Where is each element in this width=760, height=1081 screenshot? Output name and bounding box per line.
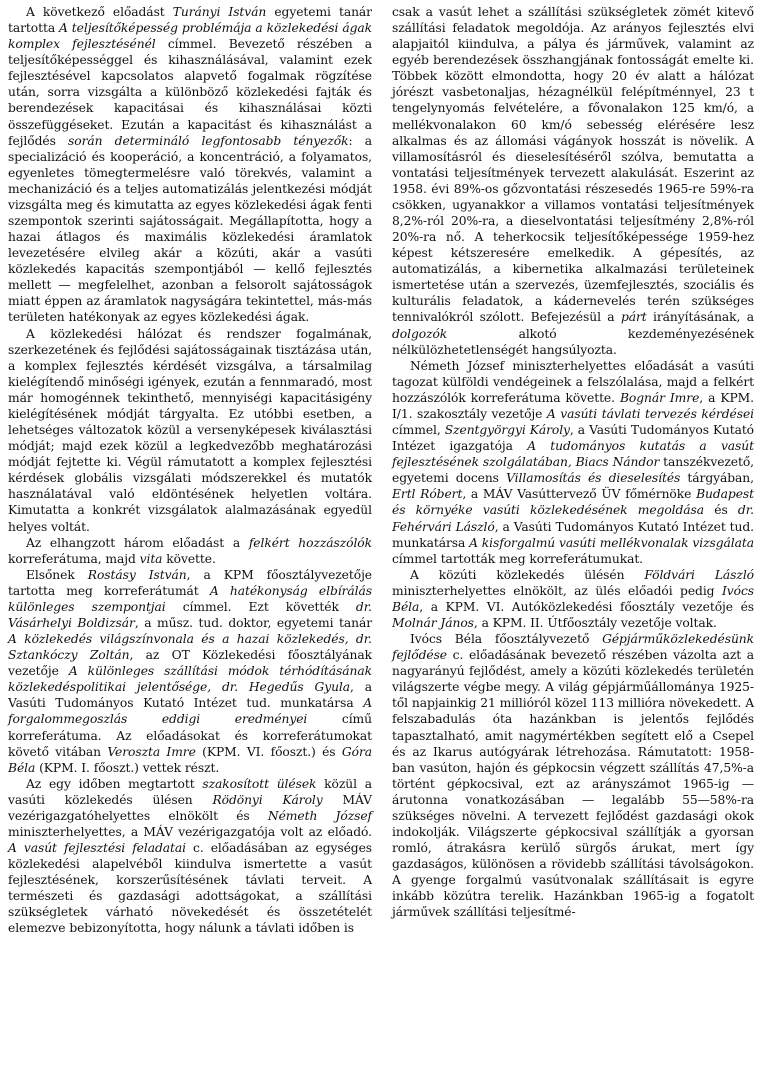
italic-text: során determináló legfontosabb tényezők — [68, 133, 349, 148]
italic-text: Bognár Imre — [619, 390, 700, 405]
italic-text: dr. Vásárhelyi Boldizsár — [8, 599, 372, 630]
italic-text: Ertl Róbert — [392, 487, 463, 502]
italic-text: Szentgyörgyi Károly — [444, 423, 570, 438]
italic-text: dolgozók — [392, 326, 448, 341]
paragraph: A közlekedési hálózat és rendszer fogalmának, szerkezetének és fejlődési sajátosságainak tisztázása után, a komplex fejlesztés kérdését vizsgálva, a társalmilag kielégítendő minőségi igények, ezután a fennmaradó, most már homogénnek tekinthető, mennyiségi kapacitásigény kielégítésének módját tárgyalta. Ez utóbbi esetben, a lehetséges változatok közül a versenyképesek kiválasztási módját; majd ezek közül a legkedvezőbb meghatározási módját fejtette ki. Végül rámutatott a komplex fejlesztési kérdések globális vizsgálati módszerekkel és mutatók használatával való eldöntésének helyetlen voltára. Kimutatta a konkrét vizsgálatok alalmazásának egyedül helyes voltát. — [8, 326, 372, 534]
paragraph: Az egy időben megtartott szakosított ülések közül a vasúti közlekedés ülésen Rödönyi Károly MÁV vezérigazgatóhelyettes elnökölt és Németh József miniszterhelyettes, a MÁV vezérigazgatója volt az előadó. A vasút fejlesztési feladatai c. előadásában az egységes közlekedési alapelvéből kiindulva ismertette a vasút fejlesztésének, korszerűsítésének távlati terveit. A természeti és gazdasági adottságokat, a szállítási szükségletek várható növekedését és összetételét elemezve bebizonyította, hogy nálunk a távlati időben is — [8, 776, 373, 936]
italic-text: A kisforgalmú vasúti mellékvonalak vizsgálata — [469, 535, 754, 550]
italic-text: dr. Fehérvári László — [392, 503, 754, 534]
italic-text: A különleges szállítási módok térhódításának közlekedéspolitikai jelentősége, dr. Hegedűs Gyula — [8, 664, 372, 695]
italic-text: Ivócs Béla — [392, 583, 754, 614]
italic-text: vita — [139, 551, 163, 566]
italic-text: Góra Béla — [8, 744, 372, 775]
paragraph: Ivócs Béla főosztályvezető Gépjárműközlekedésünk fejlődése c. előadásának bevezető részében vázolta azt a nagyarányú fejlődést, amely a közúti közlekedés területén világszerte végbe megy. A világ gépjárműállománya 1925-től napjainkig 21 millióról közel 113 millióra növekedett. A felszabadulás óta hazánkban is jelentős fejlődés tapasztalható, amit nagymértékben segített elő a Csepel és az Ikarus autógyárak létrehozása. Rámutatott: 1958-ban vasúton, hajón és gépkocsin végzett szállítás 47,5%-a történt gépkocsival, ezt az arányszámot 1965-ig — árutonna vonatkozásában — legalább 55—58%-ra szükséges növelni. A tervezett fejlődést gazdasági okok indokolják. Világszerte gépkocsival szállítják a gyorsan romló, átrakásra kerülő sürgős árukat, mert így gazdaságos, különösen a rövidebb szállítási távolságokon. A gyenge forgalmú vasútvonalak szállításait is egyre inkább közútra terelik. Hazánkban 1965-ig a fogatolt járművek szállítási teljesítmé- — [392, 632, 754, 920]
paragraph: A következő előadást Turányi István egyetemi tanár tartotta A teljesítőképesség problémája a közlekedési ágak komplex fejlesztésénél címmel. Bevezető részében a teljesítőképességgel és kihasználásával, valamint ezek fejlesztésével kapcsolatos alapvető fogalmak rögzítése után, sorra vizsgálta a különböző közlekedési fajták és berendezések kapacitásai és kihasználásai közti összefüggéseket. Ezután a kapacitást és kihasználást a fejlődés során determináló legfontosabb tényezők: a specializáció és kooperáció, a koncentráció, a folyamatos, egyenletes tömegtermelésre való törekvés, valamint a mechanizáció és a teljes automatizálás jelentkezési módját vizsgálta meg és kimutatta az egyes közlekedési ágak fenti szempontok szerinti sajátosságait. Megállapította, hogy a hazai átlagos és maximális közlekedési áramlatok levezetésére elvileg akár a közúti, akár a vasúti közlekedés kapacitás szempontjából — kellő fejlesztés mellett — megfelelhet, azonban a felsorolt sajátosságok miatt éppen az áramlatok nagyságára tekintettel, más-más területen hatékonyak az egyes közlekedési ágak. — [8, 5, 372, 325]
right-text-column — [392, 4, 754, 920]
italic-text: felkért hozzászólók — [248, 535, 372, 550]
italic-text: A forgalommegoszlás eddigi eredményei — [8, 696, 372, 727]
paragraph: Az elhangzott három előadást a felkért hozzászólók korreferátuma, majd vita követte. — [8, 535, 372, 566]
paragraph: Elsőnek Rostásy István, a KPM főosztályvezetője tartotta meg korreferátumát A hatékonyság elbírálás különleges szempontjai címmel. Ezt követték dr. Vásárhelyi Boldizsár, a műsz. tud. doktor, egyetemi tanár A közlekedés világszínvonala és a hazai közlekedés, dr. Sztankóczy Zoltán, az OT Közlekedési főosztályának vezetője A különleges szállítási módok térhódításának közlekedéspolitikai jelentősége, dr. Hegedűs Gyula, a Vasúti Tudományos Kutató Intézet tud. munkatársa A forgalommegoszlás eddigi eredményei című korreferátuma. Az előadásokat és korreferátumokat követő vitában Veroszta Imre (KPM. VI. főoszt.) és Góra Béla (KPM. I. főoszt.) vettek részt. — [8, 567, 373, 775]
italic-text: Földvári László — [644, 567, 754, 582]
italic-text: Veroszta Imre — [107, 744, 196, 759]
paragraph: A közúti közlekedés ülésén Földvári László miniszterhelyettes elnökölt, az ülés előadói pedig Ivócs Béla, a KPM. VI. Autóközlekedési főosztály vezetője és Molnár János, a KPM. II. Útfőosztály vezetője voltak. — [392, 567, 754, 630]
italic-text: A hatékonyság elbírálás különleges szempontjai — [8, 583, 372, 614]
italic-text: Gépjárműközlekedésünk fejlődése — [392, 632, 754, 663]
left-text-column — [8, 4, 372, 937]
italic-text: A vasút fejlesztési feladatai — [8, 841, 186, 856]
italic-text: Németh József — [267, 808, 373, 823]
italic-text: szakosított ülések — [202, 776, 317, 791]
italic-text: Rödönyi Károly — [212, 792, 323, 807]
italic-text: Molnár János — [392, 615, 474, 630]
italic-text: Budapest és környéke vasúti közlekedésének megoldása — [392, 487, 754, 518]
italic-text: A közlekedés világszínvonala és a hazai közlekedés, dr. Sztankóczy Zoltán — [8, 632, 372, 663]
italic-text: párt — [620, 310, 647, 325]
italic-text: A vasúti távlati tervezés kérdései — [546, 406, 754, 421]
paragraph-continued: csak a vasút lehet a szállítási szükségletek zömét kitevő szállítási feladatok megoldója. Az arányos fejlesztés elvi alapjaitól kiindulva, a pálya és járművek, valamint az egyéb berendezések összhangjának fontosságát emelte ki. Többek között elmondotta, hogy 20 év alatt a hálózat jórészt vasbetonaljas, hézagnélkül felépítménnyel, 23 t tengelynyomás felvételére, a fővonalakon 125 km/ó, a mellékvonalakon 60 km/ó sebesség elérésére lesz alkalmas és az állomási vágányok hosszát is növelik. A villamosításról és dieselesítéséről szólva, bemutatta a vontatási teljesítmények tervezett alakulását. Eszerint az 1958. évi 89%-os gőzvontatási részesedés 1965-re 59%-ra csökken, ugyanakkor a villamos vontatási teljesítmények 8,2%-ról 20%-ra, a dieselvontatási teljesítmény 2,8%-ról 20%-ra nő. A teherkocsik teljesítőképessége 1959-hez képest kétszeresére emelkedik. A gépesítés, az automatizálás, a kibernetika alkalmazási területeinek ismertetése után a szervezés, üzemfejlesztés, szociális és kulturális feladatok, a kádernevelés terén szükséges tennivalókról szólott. Befejezésül a párt irányításának, a dolgozók alkotó kezdeményezésének nélkülözhetetlenségét hangsúlyozta. — [392, 5, 754, 357]
italic-text: A teljesítőképesség problémája a közlekedési ágak komplex fejlesztésénél — [8, 21, 372, 52]
paragraph: Németh József miniszterhelyettes előadását a vasúti tagozat külföldi vendégeinek a felszólalása, majd a felkért hozzászólók korreferátuma követte. Bognár Imre, a KPM. I/1. szakosztály vezetője A vasúti távlati tervezés kérdései címmel, Szentgyörgyi Károly, a Vasúti Tudományos Kutató Intézet igazgatója A tudományos kutatás a vasút fejlesztésének szolgálatában, Biacs Nándor tanszékvezető, egyetemi docens Villamosítás és dieselesítés tárgyában, Ertl Róbert, a MÁV Vasúttervező ÜV főmérnöke Budapest és környéke vasúti közlekedésének megoldása és dr. Fehérvári László, a Vasúti Tudományos Kutató Intézet tud. munkatársa A kisforgalmú vasúti mellékvonalak vizsgálata címmel tartották meg korreferátumukat. — [392, 358, 755, 566]
italic-text: Villamosítás és dieselesítés — [506, 471, 681, 486]
italic-text: Turányi István — [172, 5, 267, 19]
italic-text: Rostásy István — [87, 567, 187, 582]
italic-text: A tudományos kutatás a vasút fejlesztésének szolgálatában, Biacs Nándor — [392, 439, 754, 470]
